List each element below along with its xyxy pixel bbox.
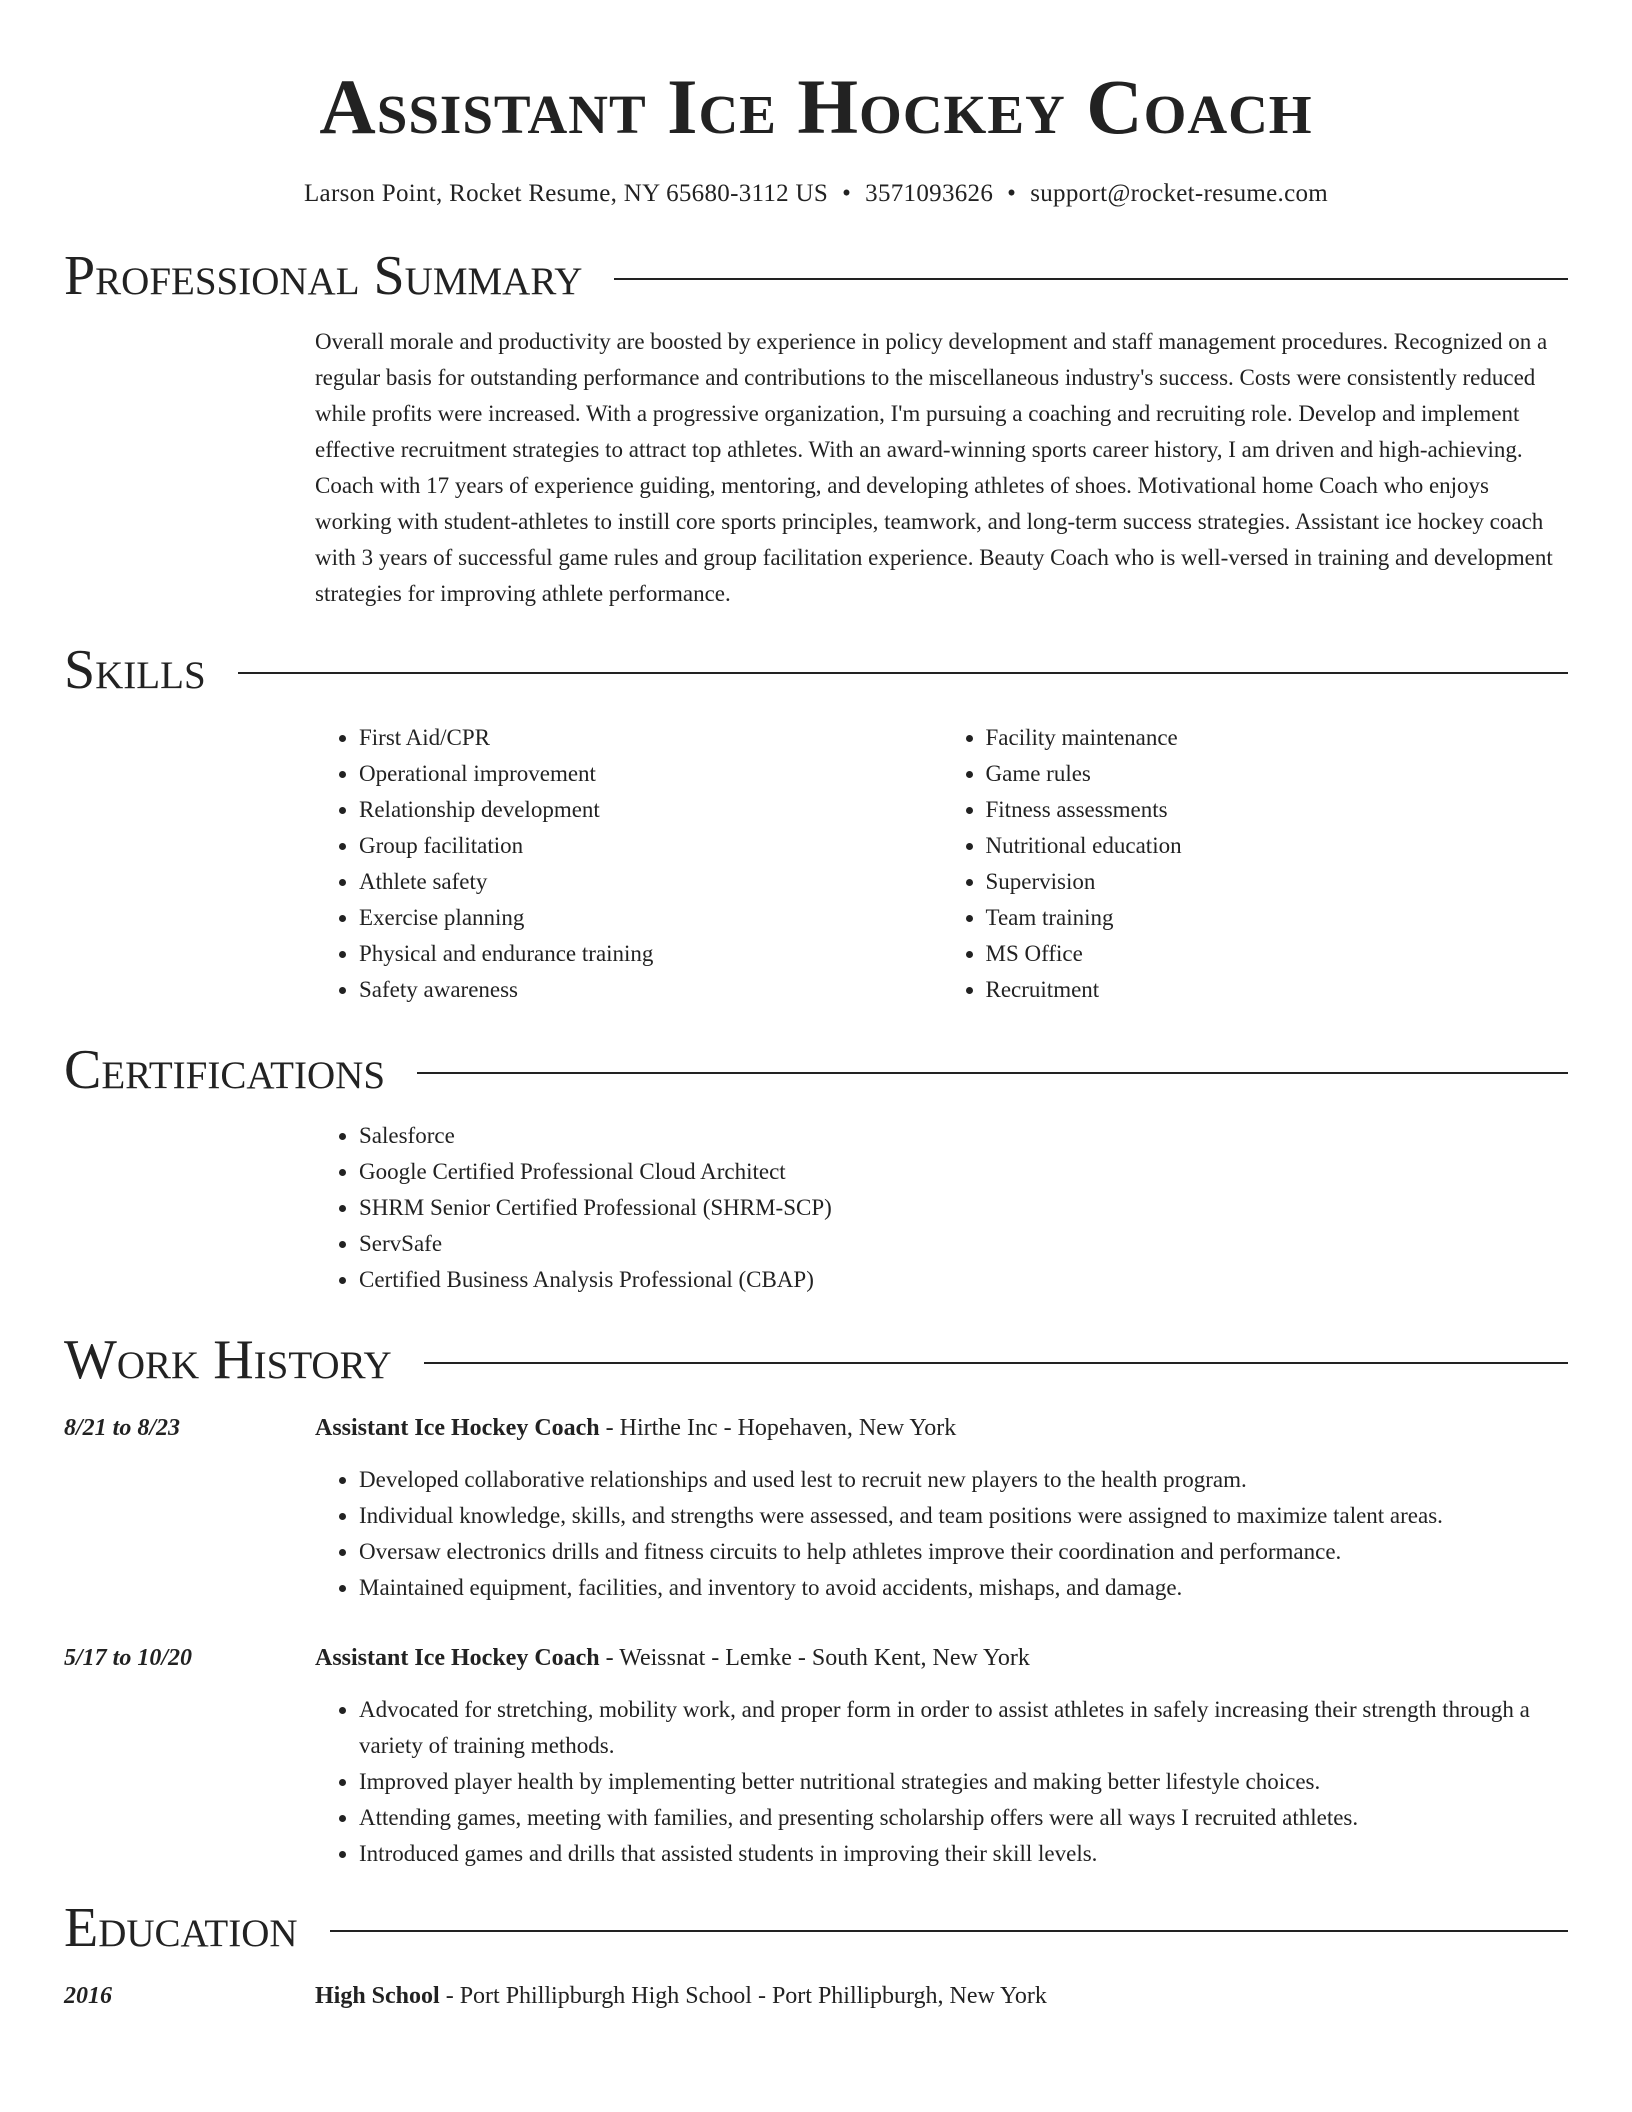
summary-title: Professional Summary <box>64 245 583 307</box>
list-item: • Relationship development <box>359 792 942 828</box>
job-date: 5/17 to 10/20 <box>64 1645 193 1671</box>
job-bullets <box>315 1462 1568 1606</box>
section-divider <box>424 1362 1568 1364</box>
education-section-header <box>64 1897 1568 1959</box>
job-main <box>315 1640 1568 1872</box>
contact-line <box>64 180 1568 208</box>
certifications-title: Certifications <box>64 1039 386 1101</box>
list-item: • Exercise planning <box>359 900 942 936</box>
list-item: • SHRM Senior Certified Professional (SHRM-SCP) <box>359 1190 1568 1226</box>
list-item: • Game rules <box>986 756 1569 792</box>
job-main <box>315 1410 1568 1606</box>
list-item: • Salesforce <box>359 1118 1568 1154</box>
education-entry <box>64 1978 1568 2014</box>
list-item: • Facility maintenance <box>986 720 1569 756</box>
skills-list-right <box>942 720 1569 1008</box>
section-divider <box>330 1930 1568 1932</box>
job-title-line <box>315 1410 1568 1446</box>
list-item: • Oversaw electronics drills and fitness circuits to help athletes improve their coordination and performance. <box>359 1534 1568 1570</box>
education-title-line <box>315 1978 1568 2014</box>
contact-address: Larson Point, Rocket Resume, NY 65680-3112 US <box>303 180 829 207</box>
list-item: • Team training <box>986 900 1569 936</box>
list-item: • Advocated for stretching, mobility work, and proper form in order to assist athletes in safely increasing their strength through a variety of training methods. <box>359 1692 1568 1764</box>
job-entry <box>64 1410 1568 1606</box>
list-item: • Operational improvement <box>359 756 942 792</box>
list-item: • Maintained equipment, facilities, and inventory to avoid accidents, mishaps, and damage. <box>359 1570 1568 1606</box>
list-item: • Improved player health by implementing better nutritional strategies and making better lifestyle choices. <box>359 1764 1568 1800</box>
list-item: • Introduced games and drills that assisted students in improving their skill levels. <box>359 1836 1568 1872</box>
summary-section-header <box>64 245 1568 307</box>
list-item: • Developed collaborative relationships and used lest to recruit new players to the health program. <box>359 1462 1568 1498</box>
job-role: Assistant Ice Hockey Coach <box>315 1415 600 1441</box>
education-details: - Port Phillipburgh High School - Port Phillipburgh, New York <box>439 1983 1047 2009</box>
contact-phone: 3571093626 <box>865 180 994 207</box>
skills-grid <box>315 720 1568 1008</box>
education-degree: High School <box>315 1983 440 2009</box>
list-item: • Recruitment <box>986 972 1569 1008</box>
skills-section-header <box>64 639 1568 701</box>
job-bullets <box>315 1692 1568 1872</box>
job-role: Assistant Ice Hockey Coach <box>315 1645 600 1671</box>
resume-name: Assistant Ice Hockey Coach <box>319 63 1313 150</box>
list-item: • Physical and endurance training <box>359 936 942 972</box>
certifications-body <box>315 1118 1568 1298</box>
education-title: Education <box>64 1897 298 1959</box>
job-details: - Hirthe Inc - Hopehaven, New York <box>599 1415 957 1441</box>
contact-separator: • <box>1007 180 1017 207</box>
list-item: • Google Certified Professional Cloud Architect <box>359 1154 1568 1190</box>
job-details: - Weissnat - Lemke - South Kent, New York <box>599 1645 1030 1671</box>
job-entry <box>64 1640 1568 1872</box>
contact-email: support@rocket-resume.com <box>1030 180 1329 207</box>
job-title-line <box>315 1640 1568 1676</box>
certifications-section-header <box>64 1039 1568 1101</box>
section-divider <box>238 672 1568 674</box>
list-item: • ServSafe <box>359 1226 1568 1262</box>
education-main <box>315 1978 1568 2014</box>
work-section-header <box>64 1329 1568 1391</box>
skills-list-left <box>315 720 942 1008</box>
list-item: • Attending games, meeting with families, and presenting scholarship offers were all ways I recruited athletes. <box>359 1800 1568 1836</box>
list-item: • Group facilitation <box>359 828 942 864</box>
section-divider <box>614 278 1568 280</box>
list-item: • Supervision <box>986 864 1569 900</box>
contact-separator: • <box>842 180 852 207</box>
section-divider <box>417 1072 1568 1074</box>
job-date: 8/21 to 8/23 <box>64 1415 181 1441</box>
education-date: 2016 <box>64 1983 112 2009</box>
work-title: Work History <box>64 1329 392 1391</box>
summary-text: Overall morale and productivity are boosted by experience in policy development and staff management procedures. Recognized on a regular basis for outstanding performance and contributions to the miscellaneous industry's success. Costs were consistently reduced while profits were increased. With a progressive organization, I'm pursuing a coaching and recruiting role. Develop and implement effective recruitment strategies to attract top athletes. With an award-winning sports career history, I am driven and high-achieving. Coach with 17 years of experience guiding, mentoring, and developing athletes of shoes. Motivational home Coach who enjoys working with student-athletes to instill core sports principles, teamwork, and long-term success strategies. Assistant ice hockey coach with 3 years of successful game rules and group facilitation experience. Beauty Coach who is well-versed in training and development strategies for improving athlete performance. <box>315 329 1553 606</box>
list-item: • Safety awareness <box>359 972 942 1008</box>
certifications-list <box>315 1118 1568 1298</box>
list-item: • First Aid/CPR <box>359 720 942 756</box>
list-item: • Athlete safety <box>359 864 942 900</box>
list-item: • Certified Business Analysis Professional (CBAP) <box>359 1262 1568 1298</box>
list-item: • Fitness assessments <box>986 792 1569 828</box>
list-item: • Individual knowledge, skills, and strengths were assessed, and team positions were assigned to maximize talent areas. <box>359 1498 1568 1534</box>
list-item: • MS Office <box>986 936 1569 972</box>
skills-title: Skills <box>64 639 206 701</box>
list-item: • Nutritional education <box>986 828 1569 864</box>
